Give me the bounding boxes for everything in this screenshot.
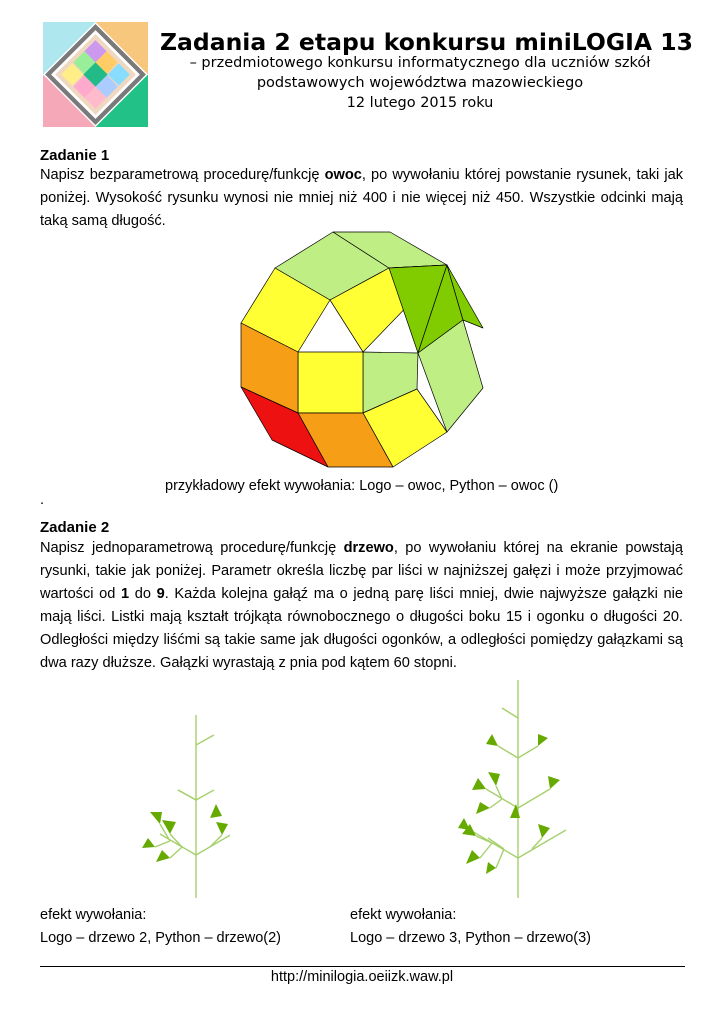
task2-description (40, 537, 683, 675)
footer-url: http://minilogia.oeiizk.waw.pl (270, 969, 454, 985)
function-name-owoc: owoc (324, 167, 362, 183)
task1-caption: przykładowy efekt wywołania: Logo – owoc, Python – owoc () (165, 478, 559, 494)
task2-line-1: Napisz jednoparametrową procedurę/funkcję drzewo, po wywołaniu której na ekranie powstają (40, 540, 683, 556)
task1-line-3: taką samą długość. (40, 213, 166, 229)
task2-line-6: dwa razy dłuższe. Gałązki wyrastają z pnia pod kątem 60 stopni. (40, 655, 457, 671)
tree2-caption-line-2: Logo – drzewo 2, Python – drzewo(2) (40, 930, 281, 946)
tree3-caption-line-2: Logo – drzewo 3, Python – drzewo(3) (350, 930, 591, 946)
page-title: Zadania 2 etapu konkursu miniLOGIA 13 (160, 28, 693, 56)
subtitle-line-2: podstawowych województwa mazowieckiego (256, 75, 584, 91)
task2-line-4: mają liści. Listki mają kształt trójkąta równobocznego o długości boku 15 i ogonku o długości 20. (40, 609, 683, 625)
task2-line-2: rysunki, takie jak poniżej. Parametr określa liczbę par liści w najniższej gałęzi i może przyjmować (40, 563, 683, 579)
task1-line-2: poniżej. Wysokość rysunku wynosi nie mniej niż 400 i nie więcej niż 450. Wszystkie odcinki mają (40, 190, 683, 206)
date-line: 12 lutego 2015 roku (346, 95, 494, 111)
task2-line-5: Odległości między liśćmi są takie same jak długości ogonków, a odległości pomiędzy gałązkami są (40, 632, 683, 648)
task2-heading: Zadanie 2 (40, 519, 110, 536)
task2-line-3: wartości od 1 do 9. Każda kolejna gałąź ma o jedną parę liści mniej, dwie najwyższe gałązki nie (40, 586, 684, 602)
tree3-caption-line-1: efekt wywołania: (350, 907, 457, 923)
tree-figure-2 (120, 700, 230, 900)
tree2-caption-line-1: efekt wywołania: (40, 907, 147, 923)
function-name-drzewo: drzewo (343, 540, 394, 556)
subtitle-line-1: – przedmiotowego konkursu informatycznego dla uczniów szkół (189, 55, 651, 71)
stray-dot: . (40, 492, 45, 508)
task1-line-1: Napisz bezparametrową procedurę/funkcję owoc, po wywołaniu której powstanie rysunek, taki jak (40, 167, 683, 183)
tree-figure-3 (430, 678, 580, 900)
footer-divider (40, 966, 685, 967)
task1-heading: Zadanie 1 (40, 147, 110, 164)
